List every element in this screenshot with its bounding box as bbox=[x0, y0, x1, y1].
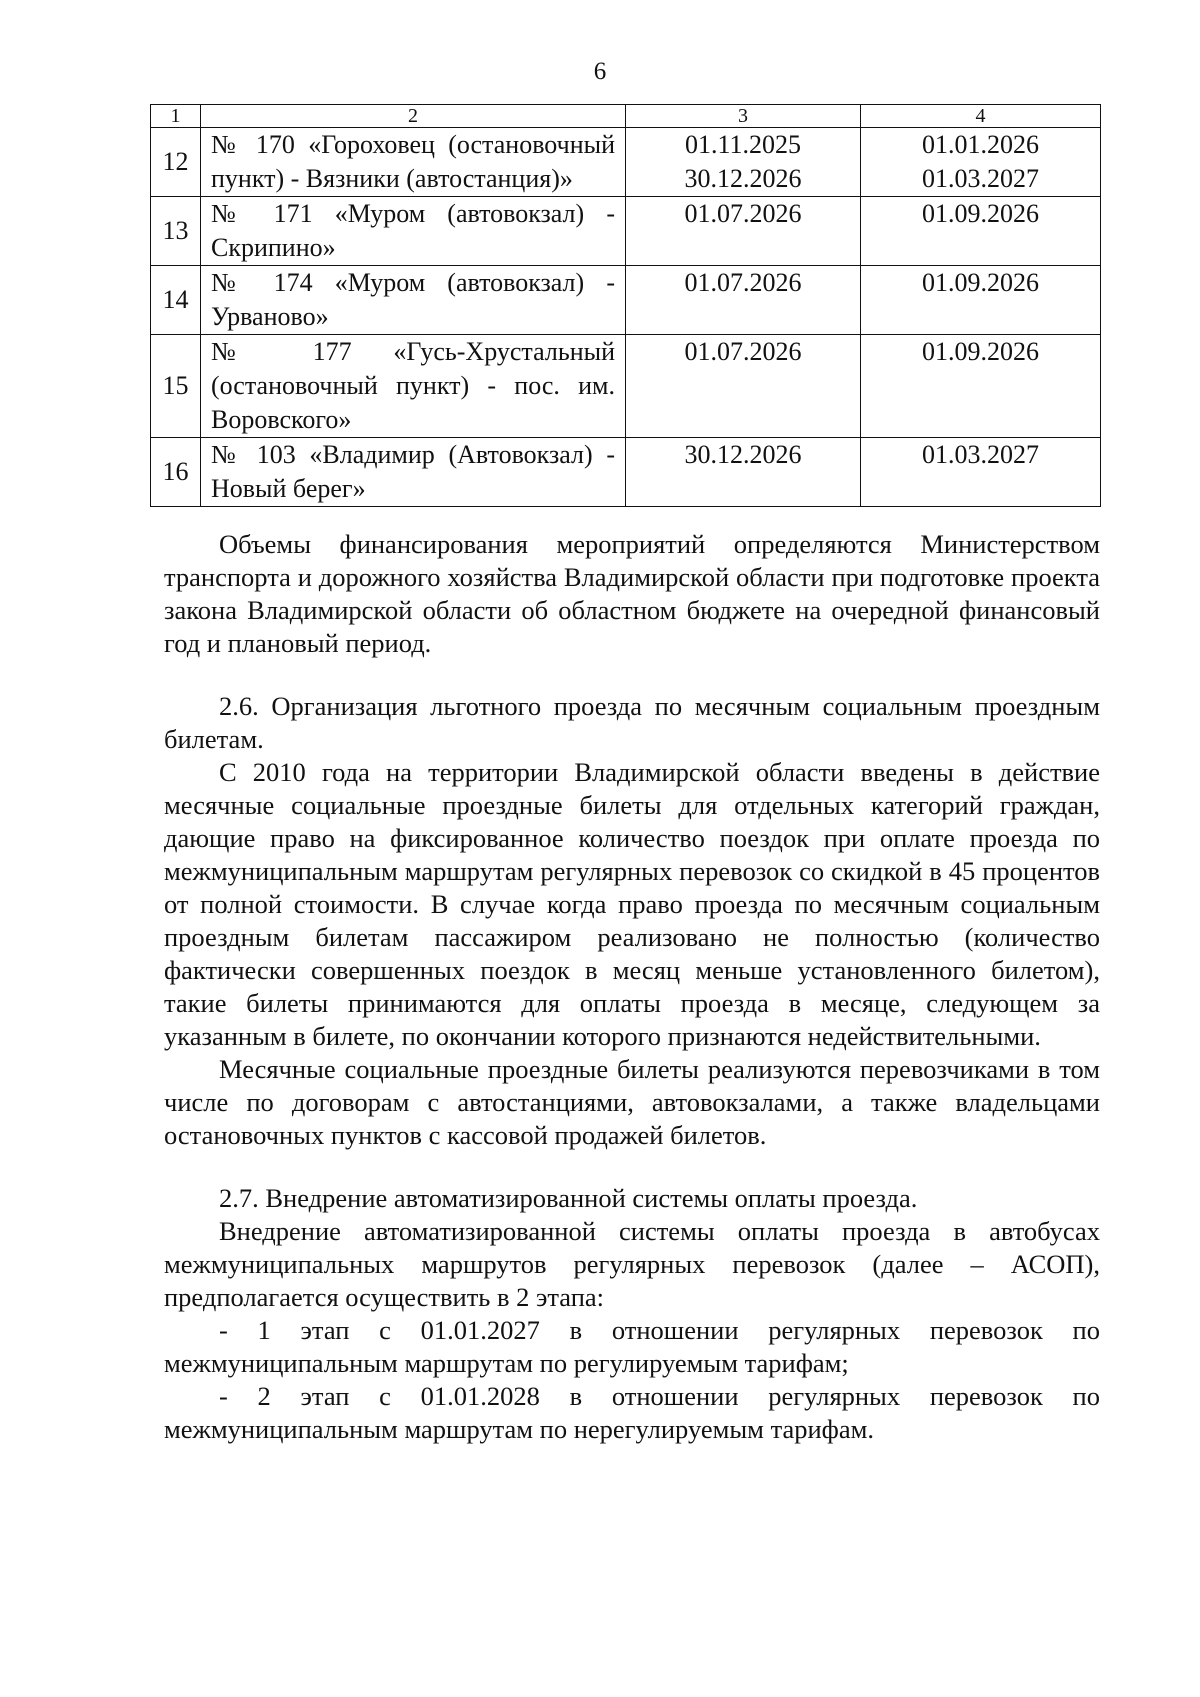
start-date: 01.11.2025 bbox=[684, 130, 802, 159]
table-row bbox=[151, 438, 1101, 507]
route-name: № 171 «Муром (автовокзал) - Скрипино» bbox=[201, 197, 626, 266]
row-number: 13 bbox=[151, 197, 201, 266]
document-body bbox=[164, 528, 1100, 1446]
route-name: № 177 «Гусь-Хрустальный (остановочный пункт) - пос. им. Воровского» bbox=[201, 335, 626, 438]
end-date: 01.09.2026 bbox=[861, 335, 1101, 438]
asop-intro-paragraph: Внедрение автоматизированной системы оплаты проезда в автобусах межмуниципальных маршрутов регулярных перевозок (далее – АСОП), предполагается осуществить в 2 этапа: bbox=[164, 1216, 1100, 1312]
start-date-cell bbox=[626, 128, 861, 197]
start-date: 01.07.2026 bbox=[626, 266, 861, 335]
start-date: 30.12.2026 bbox=[684, 164, 802, 193]
row-number: 15 bbox=[151, 335, 201, 438]
social-tickets-paragraph: С 2010 года на территории Владимирской области введены в действие месячные социальные проездные билеты для отдельных категорий граждан, дающие право на фиксированное количество поездок при оплате проезда по межмуниципальным маршрутам регулярных перевозок со скидкой в 45 процентов от полной стоимости. В случае когда право проезда по месячным социальным проездным билетам пассажиром реализовано не полностью (количество фактически совершенных поездок в месяц меньше установленного билетом), такие билеты принимаются для оплаты проезда в месяце, следующем за указанным в билете, по окончании которого признаются недействительными. bbox=[164, 757, 1100, 1051]
end-date: 01.09.2026 bbox=[861, 197, 1101, 266]
row-number: 12 bbox=[151, 128, 201, 197]
route-name: № 174 «Муром (автовокзал) - Урваново» bbox=[201, 266, 626, 335]
table-row bbox=[151, 128, 1101, 197]
end-date: 01.03.2027 bbox=[861, 438, 1101, 507]
table-header-row bbox=[151, 105, 1101, 128]
row-number: 16 bbox=[151, 438, 201, 507]
route-name: № 103 «Владимир (Автовокзал) - Новый берег» bbox=[201, 438, 626, 507]
stage-1-item: - 1 этап с 01.01.2027 в отношении регулярных перевозок по межмуниципальным маршрутам по регулируемым тарифам; bbox=[164, 1315, 1100, 1378]
header-cell: 1 bbox=[151, 105, 201, 128]
start-date: 01.07.2026 bbox=[626, 335, 861, 438]
header-cell: 4 bbox=[861, 105, 1101, 128]
financing-paragraph: Объемы финансирования мероприятий определяются Министерством транспорта и дорожного хозяйства Владимирской области при подготовке проекта закона Владимирской области об областном бюджете на очередной финансовый год и плановый период. bbox=[164, 529, 1100, 658]
header-cell: 3 bbox=[626, 105, 861, 128]
end-date: 01.01.2026 bbox=[922, 130, 1039, 159]
section-heading-2-6: 2.6. Организация льготного проезда по месячным социальным проездным билетам. bbox=[164, 691, 1100, 754]
end-date: 01.09.2026 bbox=[861, 266, 1101, 335]
section-heading-2-7: 2.7. Внедрение автоматизированной системы оплаты проезда. bbox=[219, 1183, 918, 1213]
route-name: № 170 «Гороховец (остановочный пункт) - Вязники (автостанция)» bbox=[201, 128, 626, 197]
start-date: 01.07.2026 bbox=[626, 197, 861, 266]
end-date: 01.03.2027 bbox=[922, 164, 1039, 193]
header-cell: 2 bbox=[201, 105, 626, 128]
table-row bbox=[151, 266, 1101, 335]
ticket-sales-paragraph: Месячные социальные проездные билеты реализуются перевозчиками в том числе по договорам с автостанциями, автовокзалами, а также владельцами остановочных пунктов с кассовой продажей билетов. bbox=[164, 1054, 1100, 1150]
table-row bbox=[151, 197, 1101, 266]
end-date-cell bbox=[861, 128, 1101, 197]
route-schedule-table bbox=[150, 104, 1101, 507]
table-row bbox=[151, 335, 1101, 438]
page-number: 6 bbox=[593, 58, 607, 85]
start-date: 30.12.2026 bbox=[626, 438, 861, 507]
row-number: 14 bbox=[151, 266, 201, 335]
stage-2-item: - 2 этап с 01.01.2028 в отношении регулярных перевозок по межмуниципальным маршрутам по нерегулируемым тарифам. bbox=[164, 1381, 1100, 1444]
